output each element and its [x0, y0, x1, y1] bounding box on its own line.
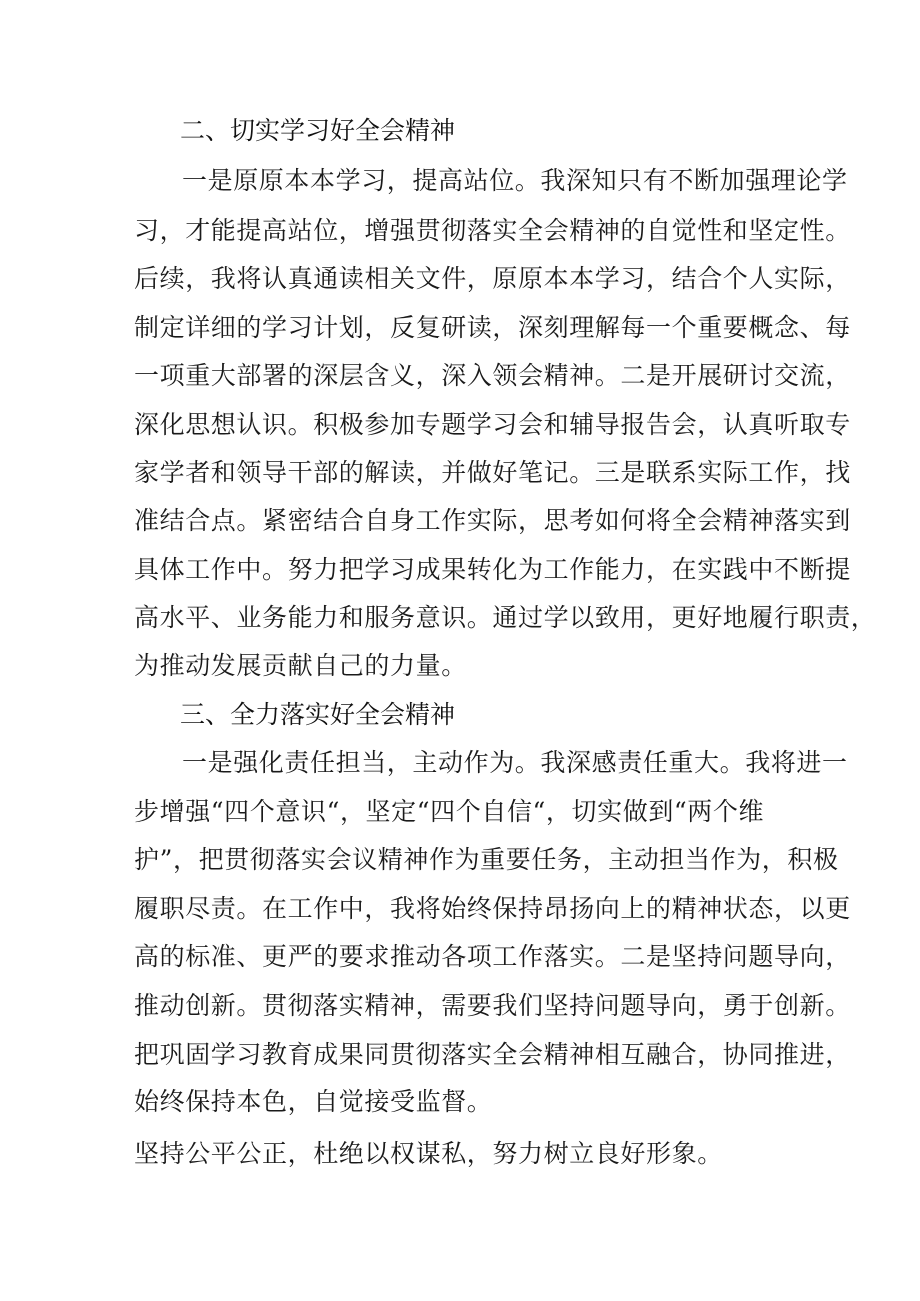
section3-line-2: 步增强“四个意识“，坚定“四个自信“，切实做到“两个维: [134, 797, 765, 826]
section2-line-1: 一是原原本本学习，提高站位。我深知只有不断加强理论学: [182, 166, 848, 195]
section2-line-6: 深化思想认识。积极参加专题学习会和辅导报告会，认真听取专: [134, 410, 851, 439]
section3-line-6: 推动创新。贯彻落实精神，需要我们坚持问题导向，勇于创新。: [134, 991, 851, 1020]
section3-line-1: 一是强化责任担当，主动作为。我深感责任重大。我将进一: [182, 748, 848, 777]
section3-line-8: 始终保持本色，自觉接受监督。: [134, 1087, 493, 1116]
section3-line-5: 高的标准、更严的要求推动各项工作落实。二是坚持问题导向，: [134, 942, 851, 971]
section2-line-7: 家学者和领导干部的解读，并做好笔记。三是联系实际工作，找: [134, 458, 851, 487]
section3-line-3: 护”，把贯彻落实会议精神作为重要任务，主动担当作为，积极: [134, 845, 839, 874]
section3-line-4: 履职尽责。在工作中，我将始终保持昂扬向上的精神状态，以更: [134, 894, 851, 923]
section3-line-7: 把巩固学习教育成果同贯彻落实全会精神相互融合，协同推进，: [134, 1040, 851, 1069]
section2-line-8: 准结合点。紧密结合自身工作实际，思考如何将全会精神落实到: [134, 506, 851, 535]
section-heading-2: 二、切实学习好全会精神: [180, 116, 456, 145]
section2-line-10: 高水平、业务能力和服务意识。通过学以致用，更好地履行职责，: [134, 603, 877, 632]
section2-line-3: 后续，我将认真通读相关文件，原原本本学习，结合个人实际，: [134, 264, 851, 293]
closing-line: 坚持公平公正，杜绝以权谋私，努力树立良好形象。: [134, 1139, 723, 1168]
section2-line-11: 为推动发展贡献自己的力量。: [134, 651, 467, 680]
section2-line-5: 一项重大部署的深层含义，深入领会精神。二是开展研讨交流，: [134, 361, 851, 390]
section2-line-4: 制定详细的学习计划，反复研读，深刻理解每一个重要概念、每: [134, 313, 851, 342]
section2-line-9: 具体工作中。努力把学习成果转化为工作能力，在实践中不断提: [134, 555, 851, 584]
section2-line-2: 习，才能提高站位，增强贯彻落实全会精神的自觉性和坚定性。: [134, 216, 851, 245]
section-heading-3: 三、全力落实好全会精神: [180, 700, 456, 729]
